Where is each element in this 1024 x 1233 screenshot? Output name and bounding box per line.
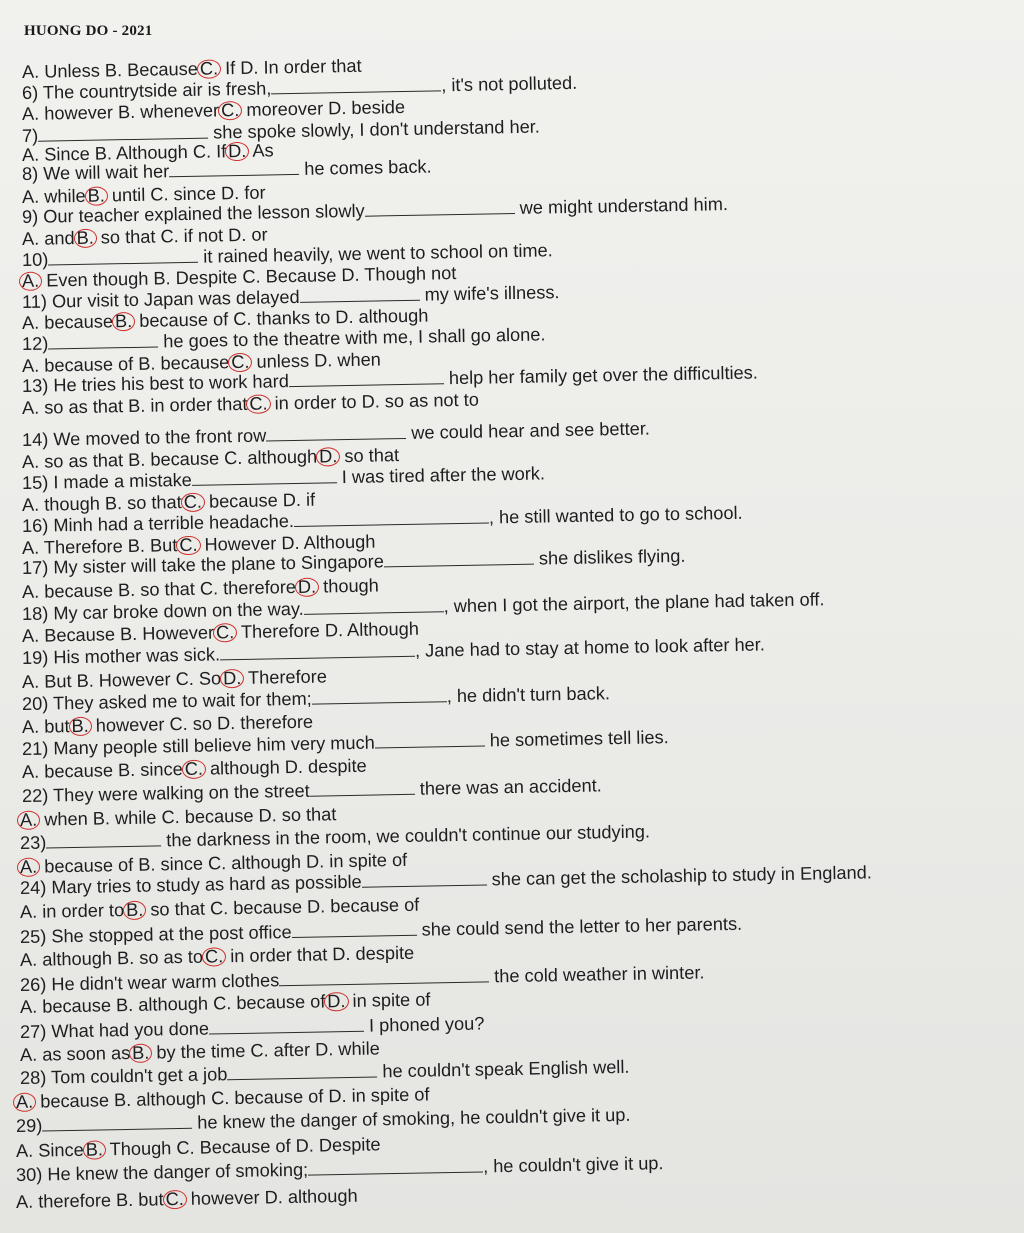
answer-blank <box>169 160 299 177</box>
circled-answer: C. <box>213 623 238 642</box>
line-rest-text: Therefore D. Although <box>236 618 420 643</box>
line-text: A. Therefore B. But <box>21 535 178 558</box>
circled-answer: C. <box>228 353 253 372</box>
line-text: 23) <box>19 832 47 853</box>
line-text: A. because B. since <box>21 759 183 782</box>
answer-blank <box>308 1157 483 1175</box>
circled-answer: A. <box>19 272 43 291</box>
circled-answer: C. <box>182 760 207 779</box>
circled-answer: C. <box>202 947 227 966</box>
answer-blank <box>46 831 161 848</box>
line-rest-text: he knew the danger of smoking, he couldn't give it up. <box>192 1104 631 1133</box>
line-rest-text: he goes to the theatre with me, I shall go alone. <box>158 324 546 352</box>
line-rest-text: , when I got the airport, the plane had taken off. <box>443 589 825 617</box>
circled-answer: D. <box>295 578 320 597</box>
line-text: 9) Our teacher explained the lesson slowly <box>21 200 365 227</box>
circled-answer: B. <box>112 312 136 331</box>
line-rest-text: until C. since D. for <box>106 182 266 206</box>
line-rest-text: the darkness in the room, we couldn't continue our studying. <box>161 821 651 851</box>
line-text: 22) They were walking on the street <box>21 780 310 806</box>
line-rest-text: so that C. because D. because of <box>145 894 420 920</box>
line-rest-text: the cold weather in winter. <box>488 962 705 987</box>
line-text: 18) My car broke down on the way. <box>21 598 304 624</box>
line-text: A. so as that B. in order that <box>21 393 248 418</box>
line-text: A. while <box>21 185 86 207</box>
line-text: A. because B. although C. because of <box>19 991 326 1017</box>
line-text: 7) <box>21 125 39 146</box>
circled-answer: C. <box>181 493 206 512</box>
line-rest-text: help her family get over the difficulties. <box>443 362 759 389</box>
line-rest-text: there was an accident. <box>414 775 602 799</box>
answer-options-line <box>18 804 337 830</box>
answer-options-line <box>16 1134 381 1161</box>
line-text: 10) <box>21 249 49 270</box>
line-rest-text: she could send the letter to her parents. <box>416 913 743 940</box>
line-text: A. but <box>21 716 70 737</box>
line-text: A. Since <box>15 1139 84 1161</box>
line-text: 6) The countrytside air is fresh, <box>21 78 272 103</box>
line-rest-text: in order that D. despite <box>224 942 415 967</box>
question-line <box>20 1013 485 1042</box>
line-rest-text: he comes back. <box>299 156 432 179</box>
answer-blank <box>48 248 198 266</box>
line-rest-text: my wife's illness. <box>419 282 560 305</box>
line-text: 13) He tries his best to work hard <box>21 371 290 396</box>
line-rest-text: so that <box>339 445 400 467</box>
answer-blank <box>209 1017 364 1035</box>
line-text: A. Since B. Although C. If <box>21 141 227 165</box>
answer-blank <box>299 286 419 303</box>
answer-blank <box>289 369 444 387</box>
line-rest-text: we could hear and see better. <box>406 418 651 443</box>
line-text: A. so as that B. because C. although <box>21 446 318 472</box>
answer-options-line <box>16 1186 358 1212</box>
line-text: 27) What had you done <box>19 1018 210 1042</box>
line-rest-text: , it's not polluted. <box>441 72 578 96</box>
circled-answer: B. <box>129 1044 153 1063</box>
circled-answer: D. <box>324 992 349 1011</box>
line-rest-text: However D. Although <box>199 531 376 555</box>
line-rest-text: although D. despite <box>204 755 367 779</box>
line-rest-text: in spite of <box>347 989 431 1011</box>
page-header: HUONG DO - 2021 <box>24 23 153 39</box>
line-rest-text: when B. while C. because D. so that <box>39 804 337 830</box>
line-rest-text: I was tired after the work. <box>336 463 546 488</box>
line-text: A. But B. However C. So <box>21 668 222 692</box>
line-text: A. therefore B. but <box>15 1189 164 1212</box>
line-rest-text: If D. In order that <box>219 55 362 79</box>
line-rest-text: Even though B. Despite C. Because D. Though not <box>41 263 457 291</box>
circled-answer: A. <box>17 811 41 830</box>
line-text: 29) <box>15 1115 43 1136</box>
line-text: 12) <box>21 333 49 354</box>
line-text: A. Because B. However <box>21 622 215 646</box>
answer-blank <box>361 870 486 887</box>
line-rest-text: Therefore <box>243 666 328 688</box>
line-rest-text: he couldn't speak English well. <box>377 1056 630 1082</box>
line-text: 24) Mary tries to study as hard as possible <box>19 871 362 898</box>
line-text: A. because of B. because <box>21 352 230 376</box>
line-text: A. however B. whenever <box>21 100 220 124</box>
line-rest-text: because B. although C. because of D. in spite of <box>35 1084 430 1112</box>
line-rest-text: so that C. if not D. or <box>95 224 268 248</box>
line-text: 25) She stopped at the post office <box>19 922 292 947</box>
circled-answer: B. <box>123 901 147 920</box>
line-rest-text: though <box>317 575 379 597</box>
line-text: A. as soon as <box>19 1042 131 1065</box>
circled-answer: D. <box>220 669 245 688</box>
line-rest-text: Though C. Because of D. Despite <box>104 1134 381 1160</box>
line-rest-text: she spoke slowly, I don't understand her. <box>207 116 540 143</box>
line-text: A. Unless B. Because <box>21 58 199 82</box>
line-text: A. in order to <box>19 900 125 922</box>
line-rest-text: because D. if <box>203 489 316 512</box>
circled-answer: C. <box>246 394 271 413</box>
line-rest-text: , he didn't turn back. <box>446 683 611 707</box>
circled-answer: B. <box>68 717 92 736</box>
line-rest-text: it rained heavily, we went to school on time. <box>198 240 553 267</box>
line-text: 11) Our visit to Japan was delayed <box>21 286 300 312</box>
circled-answer: D. <box>225 142 250 161</box>
line-rest-text: As <box>248 140 274 161</box>
line-rest-text: however D. although <box>185 1185 358 1209</box>
line-text: 20) They asked me to wait for them; <box>21 688 312 714</box>
line-text: 30) He knew the danger of smoking; <box>15 1159 309 1185</box>
answer-options-line <box>22 666 327 692</box>
line-text: 26) He didn't wear warm clothes <box>19 970 280 995</box>
answer-blank <box>384 550 534 568</box>
line-text: A. because B. so that C. therefore <box>21 576 297 602</box>
circled-answer: A. <box>17 858 41 877</box>
line-rest-text: however C. so D. therefore <box>90 711 314 736</box>
answer-blank <box>291 921 416 938</box>
line-text: 28) Tom couldn't get a job <box>19 1064 228 1088</box>
line-text: A. because <box>21 311 114 333</box>
line-rest-text: moreover D. beside <box>241 96 406 120</box>
answer-blank <box>192 468 337 486</box>
circled-answer: D. <box>316 447 341 466</box>
line-text: A. and <box>21 228 75 249</box>
answer-blank <box>375 732 485 749</box>
answer-blank <box>303 597 443 615</box>
answer-blank <box>48 333 158 350</box>
line-rest-text: because of B. since C. although D. in spite of <box>39 849 408 877</box>
line-text: 8) We will wait her <box>21 161 170 184</box>
answer-blank <box>227 1062 377 1080</box>
line-text: 15) I made a mistake <box>21 469 192 493</box>
circled-answer: C. <box>176 536 201 555</box>
answer-blank <box>266 424 406 442</box>
circled-answer: C. <box>197 59 222 78</box>
line-text: 21) Many people still believe him very much <box>21 732 375 759</box>
answer-options-line <box>20 895 420 922</box>
answer-options-line <box>20 1038 380 1065</box>
line-text: 19) His mother was sick. <box>21 644 221 668</box>
line-rest-text: unless D. when <box>251 349 381 372</box>
line-rest-text: she dislikes flying. <box>533 545 686 569</box>
circled-answer: C. <box>162 1190 187 1209</box>
answer-blank <box>294 508 489 527</box>
answer-blank <box>279 967 489 986</box>
answer-blank <box>310 780 415 797</box>
answer-options-line <box>22 712 313 737</box>
circled-answer: B. <box>85 186 109 205</box>
answer-blank <box>38 124 208 142</box>
answer-options-line <box>22 756 367 782</box>
line-rest-text: I phoned you? <box>363 1013 485 1036</box>
line-text: 14) We moved to the front row <box>21 425 267 450</box>
line-text: 16) Minh had a terrible headache. <box>21 511 295 536</box>
answer-options-line <box>20 943 415 970</box>
line-rest-text: , he still wanted to go to school. <box>488 502 743 528</box>
line-rest-text: by the time C. after D. while <box>151 1038 380 1063</box>
line-text: A. though B. so that <box>21 492 182 515</box>
answer-blank <box>271 76 441 94</box>
line-text: 17) My sister will take the plane to Singapore <box>21 551 385 578</box>
line-rest-text: because of C. thanks to D. although <box>133 305 429 331</box>
line-rest-text: in order to D. so as not to <box>269 389 480 414</box>
answer-blank <box>220 642 415 661</box>
circled-answer: C. <box>218 101 243 120</box>
circled-answer: A. <box>13 1093 37 1112</box>
circled-answer: B. <box>83 1140 107 1159</box>
circled-answer: B. <box>73 229 97 248</box>
line-text: A. although B. so as to <box>19 946 204 970</box>
answer-options-line <box>14 1084 430 1112</box>
line-rest-text: , Jane had to stay at home to look after her. <box>414 634 765 661</box>
answer-blank <box>364 199 514 217</box>
answer-blank <box>42 1114 192 1132</box>
line-rest-text: , he couldn't give it up. <box>482 1153 664 1177</box>
line-rest-text: he sometimes tell lies. <box>484 727 669 751</box>
answer-blank <box>312 687 447 704</box>
line-rest-text: she can get the scholaship to study in England. <box>486 862 872 890</box>
line-rest-text: we might understand him. <box>514 194 729 218</box>
